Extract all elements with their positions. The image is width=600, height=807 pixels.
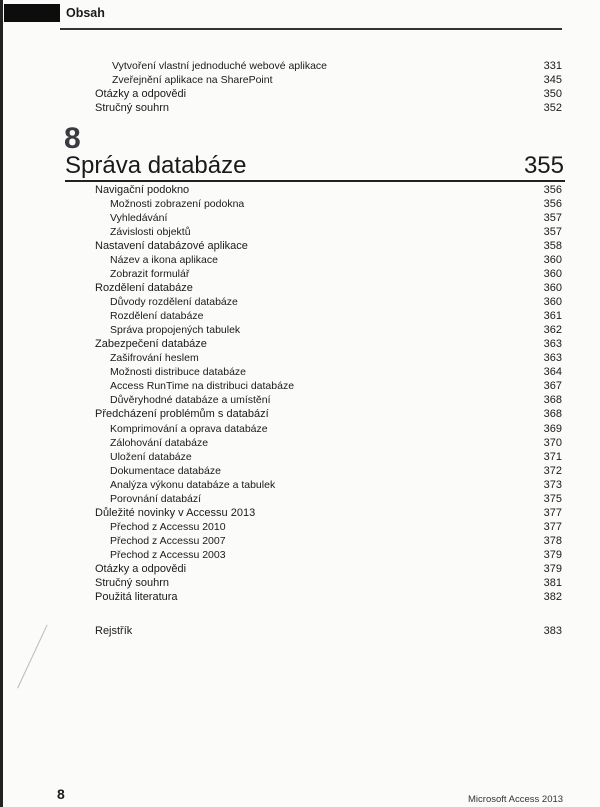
toc-entry-title: Rozdělení databáze [110,310,204,323]
toc-entry-title: Navigační podokno [95,184,190,196]
toc-entry-page: 377 [543,520,562,533]
toc-entry [0,211,600,225]
toc-entry-page: 345 [543,74,562,86]
toc-entry-page: 350 [543,88,562,100]
footer-book-title: Microsoft Access 2013 [468,794,564,805]
toc-entry [0,281,600,295]
toc-entry-title: Access RunTime na distribuci databáze [110,380,295,393]
toc-entry-title: Komprimování a oprava databáze [110,422,268,435]
toc-entry-page: 356 [543,184,562,196]
toc-entry-page: 378 [543,534,562,547]
toc-entry-title: Otázky a odpovědi [95,88,187,100]
toc-entry-title: Stručný souhrn [95,576,169,589]
toc-entry [0,562,600,576]
toc-entry-page: 360 [543,296,562,309]
toc-entry [0,351,600,365]
toc-entry-title: Vyhledávání [110,212,168,225]
chapter-rule [65,180,565,182]
toc-entry-page: 383 [543,625,562,637]
toc-entry [0,576,600,590]
toc-entry-title: Dokumentace databáze [110,464,221,477]
toc-entry [0,267,600,281]
toc-entry-title: Možnosti zobrazení podokna [110,198,245,211]
toc-entry-page: 360 [543,268,562,281]
header-title: Obsah [66,6,105,20]
toc-entry-page: 368 [543,408,562,421]
toc-entry [0,464,600,478]
toc-entry-page: 363 [543,338,562,351]
toc-entry [0,520,600,534]
toc-entry-title: Vytvoření vlastní jednoduché webové aplikace [112,60,327,72]
toc-entry-title: Důvody rozdělení databáze [110,296,238,309]
toc-entry [0,183,600,197]
toc-entry-page: 370 [543,436,562,449]
toc-entry [0,323,600,337]
toc-entry [0,337,600,351]
toc-entry-page: 382 [543,590,562,603]
toc-entry [0,422,600,436]
toc-entry-title: Zálohování databáze [110,436,209,449]
toc-entry-title: Porovnání databází [110,492,202,505]
toc-entry [0,253,600,267]
toc-entry [0,478,600,492]
toc-entry [0,393,600,407]
toc-entry [0,548,600,562]
toc-entry [0,379,600,393]
toc-entry [0,492,600,506]
toc-entry-title: Důležité novinky v Accessu 2013 [95,506,256,519]
toc-entry-title: Správa propojených tabulek [110,324,241,337]
toc-entry [0,59,600,73]
toc-entry [0,87,600,101]
toc-entry [0,407,600,421]
toc-entry [0,450,600,464]
toc-entry-title: Předcházení problémům s databází [95,408,269,421]
toc-entry-title: Uložení databáze [110,450,192,463]
footer-page-number: 8 [57,786,65,802]
toc-entry [0,309,600,323]
toc-entry-page: 364 [543,366,562,379]
toc-entry-page: 362 [543,324,562,337]
toc-entry-page: 357 [543,212,562,225]
toc-entry-page: 375 [543,492,562,505]
toc-entry [0,101,600,115]
toc-entry [0,239,600,253]
chapter-title: Správa databáze [65,152,247,179]
toc-entry [0,534,600,548]
toc-entry-page: 361 [543,310,562,323]
toc-entry-title: Otázky a odpovědi [95,562,187,575]
header-bar [4,4,60,22]
toc-entry-title: Zabezpečení databáze [95,338,207,351]
toc-entry-title: Analýza výkonu databáze a tabulek [110,478,276,491]
toc-entry-title: Zašifrování heslem [110,352,199,365]
toc-entry-page: 369 [543,422,562,435]
toc-entry-page: 379 [543,562,562,575]
toc-entry [0,506,600,520]
toc-entry-page: 360 [543,282,562,295]
toc-entry-page: 381 [543,576,562,589]
toc-entry-page: 357 [543,226,562,239]
toc-entry-title: Přechod z Accessu 2007 [110,534,226,547]
toc-entry [0,365,600,379]
toc-entry [0,73,600,87]
header-rule [60,28,562,30]
toc-entry-page: 360 [543,254,562,267]
toc-entry-index [0,624,600,638]
toc-entry-page: 367 [543,380,562,393]
toc-entry-page: 371 [543,450,562,463]
toc-entry-title: Možnosti distribuce databáze [110,366,246,379]
toc-entry-page: 358 [543,240,562,253]
toc-entry-page: 363 [543,352,562,365]
toc-entry [0,197,600,211]
toc-entry-title: Závislosti objektů [110,226,191,239]
toc-entry-title: Přechod z Accessu 2010 [110,520,226,533]
toc-entry-title: Stručný souhrn [95,102,169,114]
toc-entry-page: 356 [543,198,562,211]
toc-entry-title: Nastavení databázové aplikace [95,240,248,253]
toc-entry-title: Přechod z Accessu 2003 [110,548,226,561]
toc-entry-page: 372 [543,464,562,477]
toc-entry-title: Název a ikona aplikace [110,254,218,267]
chapter-number: 8 [64,122,81,155]
toc-entry-title: Rejstřík [95,625,133,637]
chapter-page: 355 [523,152,564,179]
toc-entry-title: Důvěryhodné databáze a umístění [110,394,271,407]
toc-entry-page: 331 [543,60,562,72]
toc-entry-page: 379 [543,548,562,561]
toc-entry [0,436,600,450]
toc-entry-title: Zobrazit formulář [110,268,190,281]
toc-entry-page: 377 [543,506,562,519]
toc-entry-title: Rozdělení databáze [95,282,193,295]
toc-entry [0,295,600,309]
toc-entry-page: 373 [543,478,562,491]
toc-entry [0,225,600,239]
toc-entry-page: 352 [543,102,562,114]
toc-entry-title: Zveřejnění aplikace na SharePoint [112,74,273,86]
toc-entry-page: 368 [543,394,562,407]
toc-entry [0,590,600,604]
toc-entry-title: Použitá literatura [95,590,178,603]
